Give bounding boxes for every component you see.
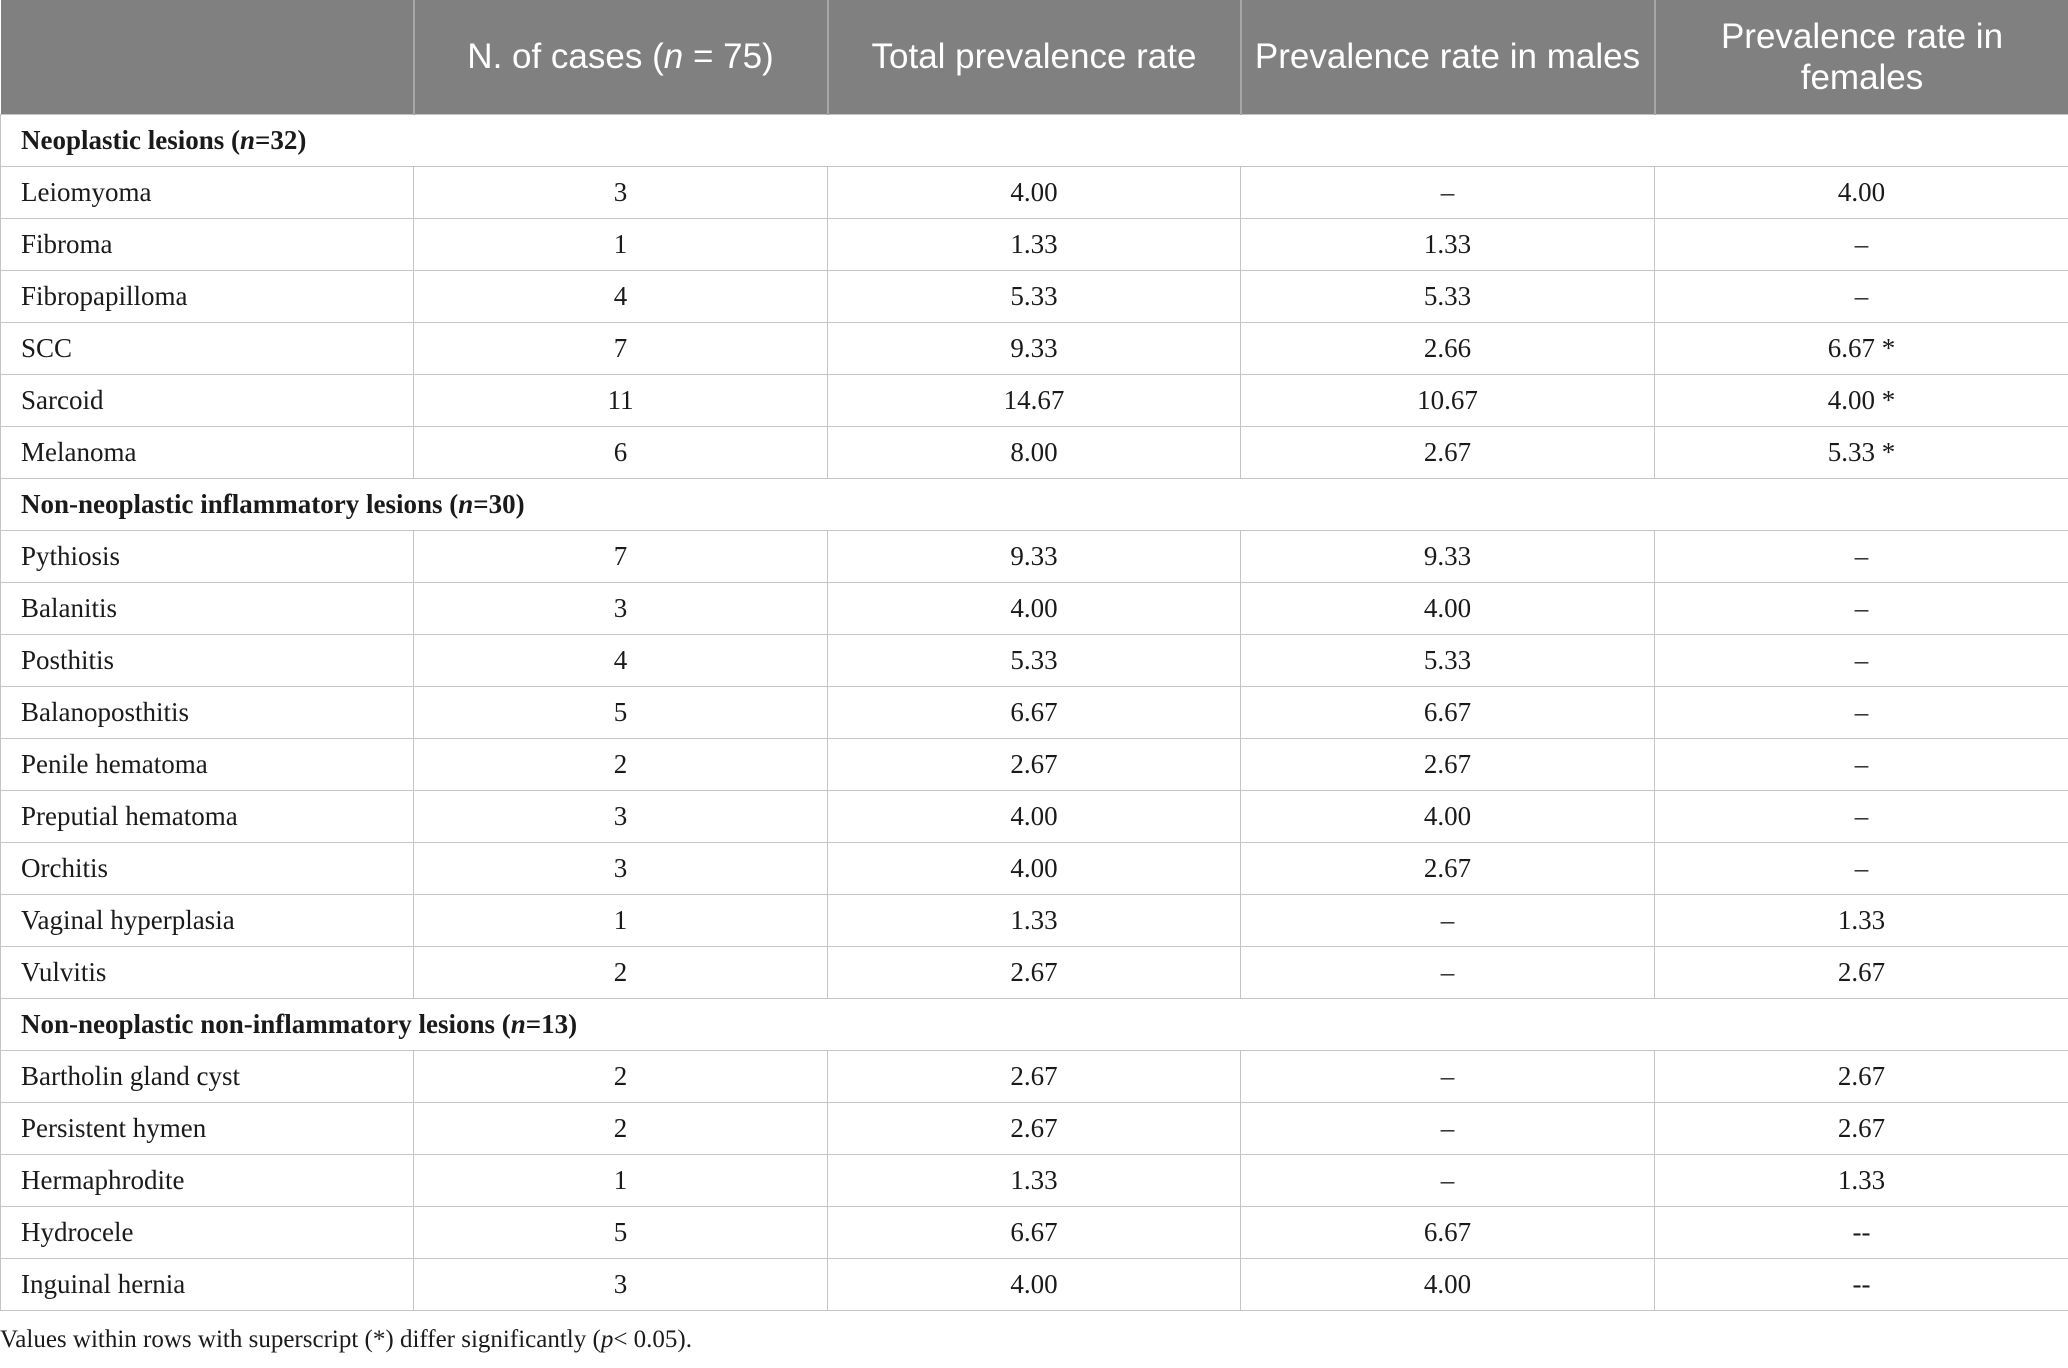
header-males-rate: Prevalence rate in males <box>1241 0 1655 114</box>
table-row <box>1 530 2068 582</box>
cell-total: 2.67 <box>828 1102 1241 1154</box>
table-row <box>1 790 2068 842</box>
cell-total: 4.00 <box>828 790 1241 842</box>
cell-males: 2.67 <box>1241 738 1655 790</box>
cell-cases: 2 <box>414 1050 828 1102</box>
cell-total: 4.00 <box>828 1258 1241 1310</box>
section-title-prefix: Non-neoplastic inflammatory lesions ( <box>21 488 459 519</box>
section-title <box>1 478 2068 530</box>
cell-lesion: Orchitis <box>1 842 414 894</box>
cell-lesion: Balanitis <box>1 582 414 634</box>
header-total-rate: Total prevalence rate <box>828 0 1241 114</box>
cell-lesion: Posthitis <box>1 634 414 686</box>
cell-lesion: Bartholin gland cyst <box>1 1050 414 1102</box>
footnote-prefix: Values within rows with superscript (*) differ significantly ( <box>0 1326 601 1353</box>
cell-total: 9.33 <box>828 322 1241 374</box>
table-row <box>1 582 2068 634</box>
cell-males: 2.67 <box>1241 426 1655 478</box>
table-row <box>1 218 2068 270</box>
cell-males: 2.66 <box>1241 322 1655 374</box>
header-cases-prefix: N. of cases ( <box>467 37 664 77</box>
cell-total: 4.00 <box>828 166 1241 218</box>
cell-total: 8.00 <box>828 426 1241 478</box>
section-title <box>1 114 2068 166</box>
table-row <box>1 738 2068 790</box>
section-title-prefix: Non-neoplastic non-inflammatory lesions ( <box>21 1008 511 1039</box>
cell-total: 6.67 <box>828 1206 1241 1258</box>
cell-females: – <box>1655 530 2068 582</box>
cell-lesion: Vaginal hyperplasia <box>1 894 414 946</box>
cell-cases: 4 <box>414 634 828 686</box>
section-row <box>1 998 2068 1050</box>
cell-females: – <box>1655 634 2068 686</box>
section-title-n: n <box>240 124 256 155</box>
cell-lesion: Leiomyoma <box>1 166 414 218</box>
cell-females: – <box>1655 790 2068 842</box>
cell-females: 1.33 <box>1655 1154 2068 1206</box>
cell-total: 5.33 <box>828 270 1241 322</box>
cell-males: 10.67 <box>1241 374 1655 426</box>
cell-cases: 2 <box>414 1102 828 1154</box>
table-row <box>1 426 2068 478</box>
cell-males: 6.67 <box>1241 686 1655 738</box>
cell-lesion: Preputial hematoma <box>1 790 414 842</box>
cell-total: 14.67 <box>828 374 1241 426</box>
cell-total: 1.33 <box>828 218 1241 270</box>
cell-lesion: Persistent hymen <box>1 1102 414 1154</box>
cell-females: 1.33 <box>1655 894 2068 946</box>
section-row <box>1 478 2068 530</box>
cell-total: 2.67 <box>828 1050 1241 1102</box>
cell-females: 6.67 * <box>1655 322 2068 374</box>
cell-females: 4.00 <box>1655 166 2068 218</box>
cell-cases: 1 <box>414 894 828 946</box>
cell-females: 5.33 * <box>1655 426 2068 478</box>
cell-lesion: Melanoma <box>1 426 414 478</box>
section-title-n: n <box>458 488 474 519</box>
cell-total: 2.67 <box>828 738 1241 790</box>
cell-females: 2.67 <box>1655 946 2068 998</box>
cell-males: 9.33 <box>1241 530 1655 582</box>
table-row <box>1 1102 2068 1154</box>
cell-cases: 2 <box>414 946 828 998</box>
table-row <box>1 1206 2068 1258</box>
section-title-suffix: =13) <box>525 1008 578 1039</box>
cell-cases: 5 <box>414 686 828 738</box>
cell-females: – <box>1655 270 2068 322</box>
cell-cases: 7 <box>414 530 828 582</box>
cell-total: 9.33 <box>828 530 1241 582</box>
table-row <box>1 894 2068 946</box>
section-title <box>1 998 2068 1050</box>
table-row <box>1 322 2068 374</box>
cell-cases: 1 <box>414 1154 828 1206</box>
cell-males: 5.33 <box>1241 634 1655 686</box>
cell-cases: 4 <box>414 270 828 322</box>
cell-females: – <box>1655 582 2068 634</box>
table-row <box>1 166 2068 218</box>
cell-males: 2.67 <box>1241 842 1655 894</box>
cell-females: -- <box>1655 1206 2068 1258</box>
cell-males: – <box>1241 894 1655 946</box>
cell-females: – <box>1655 218 2068 270</box>
section-title-suffix: =30) <box>473 488 525 519</box>
cell-males: – <box>1241 946 1655 998</box>
table-row <box>1 1258 2068 1310</box>
table-footnote <box>0 1326 692 1354</box>
footnote-suffix: < 0.05). <box>613 1326 692 1353</box>
cell-females: 4.00 * <box>1655 374 2068 426</box>
cell-lesion: Hydrocele <box>1 1206 414 1258</box>
table-row <box>1 1154 2068 1206</box>
cell-cases: 3 <box>414 166 828 218</box>
table-row <box>1 270 2068 322</box>
cell-lesion: SCC <box>1 322 414 374</box>
cell-cases: 1 <box>414 218 828 270</box>
cell-males: 1.33 <box>1241 218 1655 270</box>
cell-total: 2.67 <box>828 946 1241 998</box>
header-females-rate: Prevalence rate in females <box>1655 0 2068 114</box>
cell-cases: 6 <box>414 426 828 478</box>
cell-lesion: Balanoposthitis <box>1 686 414 738</box>
cell-cases: 3 <box>414 1258 828 1310</box>
section-title-n: n <box>510 1008 526 1039</box>
cell-total: 5.33 <box>828 634 1241 686</box>
cell-males: 4.00 <box>1241 1258 1655 1310</box>
header-cases-n: n <box>663 37 684 77</box>
cell-total: 1.33 <box>828 1154 1241 1206</box>
cell-females: – <box>1655 842 2068 894</box>
cell-cases: 5 <box>414 1206 828 1258</box>
section-row <box>1 114 2068 166</box>
cell-lesion: Pythiosis <box>1 530 414 582</box>
cell-lesion: Inguinal hernia <box>1 1258 414 1310</box>
table-row <box>1 686 2068 738</box>
cell-females: 2.67 <box>1655 1050 2068 1102</box>
cell-cases: 2 <box>414 738 828 790</box>
cell-cases: 3 <box>414 790 828 842</box>
table-row <box>1 946 2068 998</box>
table-header <box>1 0 2068 114</box>
cell-females: – <box>1655 738 2068 790</box>
cell-cases: 3 <box>414 842 828 894</box>
cell-males: 6.67 <box>1241 1206 1655 1258</box>
cell-females: -- <box>1655 1258 2068 1310</box>
cell-males: – <box>1241 1050 1655 1102</box>
cell-cases: 11 <box>414 374 828 426</box>
cell-males: 5.33 <box>1241 270 1655 322</box>
cell-lesion: Hermaphrodite <box>1 1154 414 1206</box>
cell-total: 1.33 <box>828 894 1241 946</box>
section-title-prefix: Neoplastic lesions ( <box>21 124 240 155</box>
cell-lesion: Penile hematoma <box>1 738 414 790</box>
cell-females: 2.67 <box>1655 1102 2068 1154</box>
header-row <box>1 0 2068 114</box>
cell-lesion: Fibropapilloma <box>1 270 414 322</box>
table-row <box>1 1050 2068 1102</box>
cell-lesion: Vulvitis <box>1 946 414 998</box>
table-row <box>1 634 2068 686</box>
footnote-p: p <box>600 1326 614 1353</box>
cell-total: 4.00 <box>828 842 1241 894</box>
cell-cases: 7 <box>414 322 828 374</box>
header-lesion <box>1 0 414 114</box>
cell-total: 6.67 <box>828 686 1241 738</box>
cell-lesion: Fibroma <box>1 218 414 270</box>
cell-males: – <box>1241 166 1655 218</box>
cell-males: – <box>1241 1154 1655 1206</box>
cell-males: 4.00 <box>1241 582 1655 634</box>
cell-lesion: Sarcoid <box>1 374 414 426</box>
cell-total: 4.00 <box>828 582 1241 634</box>
cell-cases: 3 <box>414 582 828 634</box>
table-body <box>1 114 2068 1310</box>
table-row <box>1 374 2068 426</box>
cell-males: – <box>1241 1102 1655 1154</box>
table-row <box>1 842 2068 894</box>
cell-females: – <box>1655 686 2068 738</box>
cell-males: 4.00 <box>1241 790 1655 842</box>
section-title-suffix: =32) <box>255 124 307 155</box>
header-cases-suffix: = 75) <box>683 37 774 77</box>
header-cases <box>414 0 828 114</box>
